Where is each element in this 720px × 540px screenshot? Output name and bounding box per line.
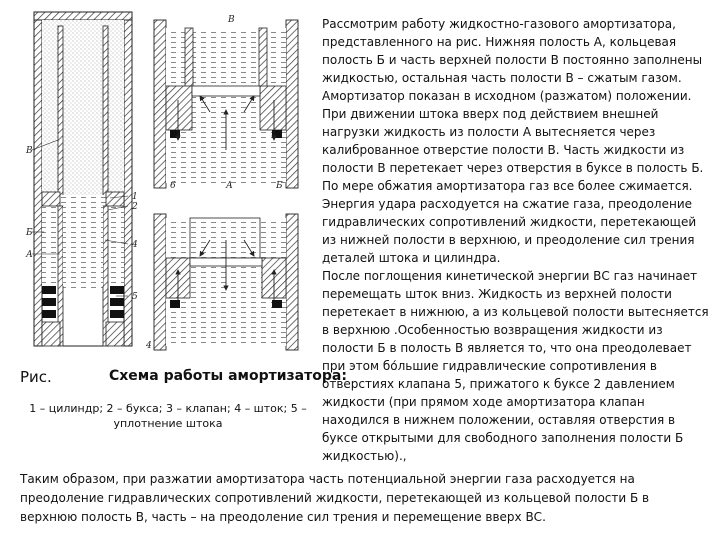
main-cross-section: [25, 12, 138, 346]
label-5: 5: [132, 292, 138, 302]
label-2: 2: [132, 202, 138, 212]
label-b-main: Б: [26, 228, 33, 238]
caption-legend: 1 – цилиндр; 2 – букса; 3 – клапан; 4 – шток; 5 – уплотнение штока: [29, 402, 307, 430]
label-upper-b: Б: [276, 181, 283, 191]
lower-detail-view: [145, 214, 298, 351]
label-top-v: В: [228, 15, 235, 25]
upper-detail-view: [154, 15, 298, 191]
label-a-main: А: [26, 250, 33, 260]
label-upper-a: А: [226, 181, 233, 191]
label-4: 4: [132, 240, 138, 250]
label-1: 1: [132, 192, 138, 202]
label-upper-6: 6: [170, 181, 176, 191]
shock-absorber-diagram: [0, 0, 320, 372]
caption-prefix: Рис.: [20, 368, 52, 386]
description-paragraph: Рассмотрим работу жидкостно-газового амортизатора, представленного на рис. Нижняя полость А, кольцевая полость Б и часть верхней полости В постоянно заполнены жидкостью, остальная часть полости В – сжатым газом. Амортизатор показан в исходном (разжатом) положении. При движении штока вверх под действием внешней нагрузки жидкость из полости А вытесняется через калиброванное отверстие полости В. Часть жидкости из полости В перетекает через отверстия в буксе в полость Б. По мере обжатия амортизатора газ все более сжимается. Энергия удара расходуется на сжатие газа, преодоление гидравлических сопротивлений жидкости, перетекающей из нижней полости в верхнюю, и преодоление сил трения деталей штока и цилиндра. После поглощения кинетической энергии ВС газ начинает перемещать шток вниз. Жидкость из верхней полости перетекает в нижнюю, а из кольцевой полости вытесняется в верхнюю .Особенностью возвращения жидкости из полости Б в полость В является то, что она преодолевает при этом бо́льшие гидравлические сопротивления в отверстиях клапана 5, прижатого к буксе 2 давлением жидкости (при прямом ходе амортизатора клапан находился в нижнем положении, оставляя отверстия в буксе открытыми для свободного заполнения полости Б жидкостью).,: [322, 17, 709, 463]
label-lower-rod: 4: [146, 341, 152, 351]
conclusion-paragraph: Таким образом, при разжатии амортизатора часть потенциальной энергии газа расходуется на преодоление гидравлических сопротивлений жидкости, перетекающей из кольцевой полости Б в верхнюю полость В, часть – на преодоление сил трения и перемещение вверх ВС.: [20, 472, 650, 524]
label-main-v: В: [26, 146, 33, 156]
caption-title: Схема работы амортизатора:: [109, 368, 347, 384]
